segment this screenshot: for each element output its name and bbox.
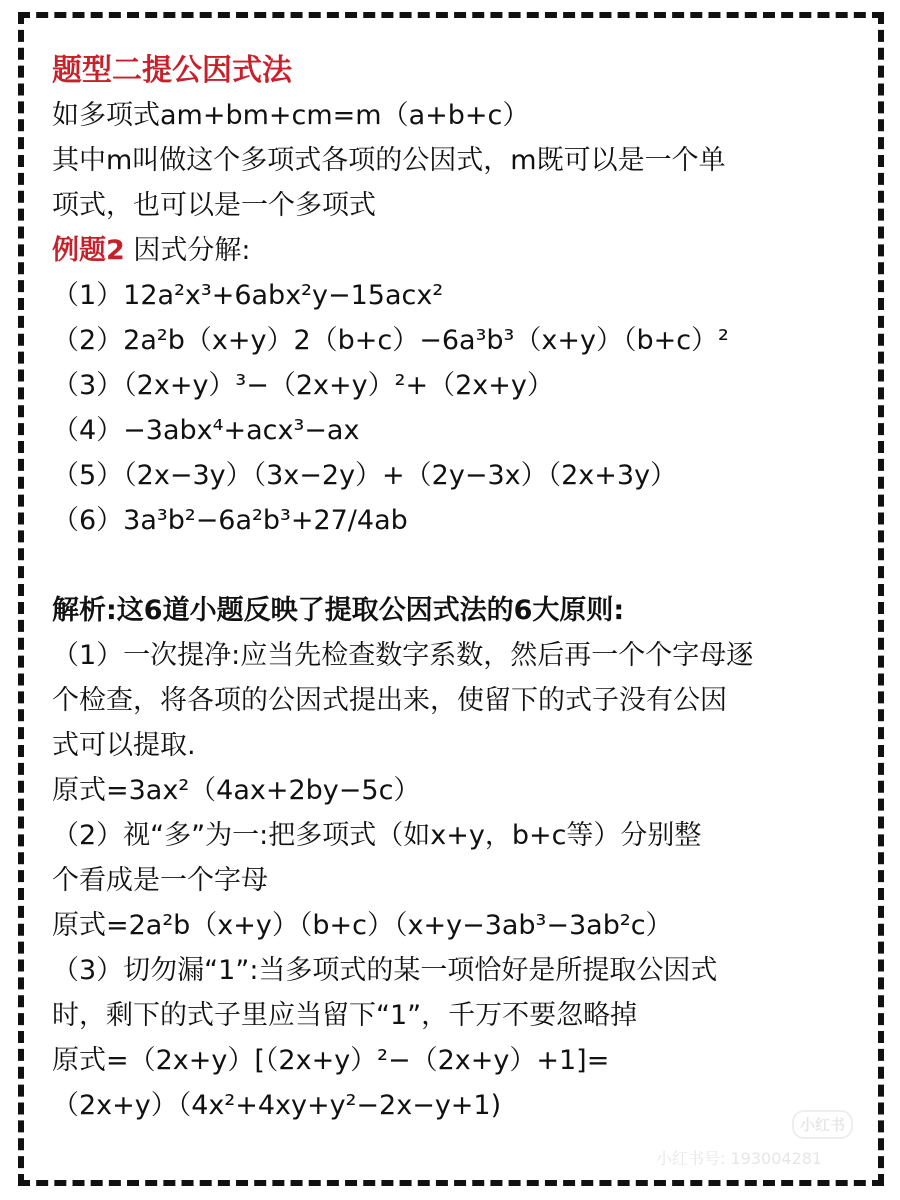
example-heading xyxy=(52,228,872,273)
solution-line: （2x+y）（4x²+4xy+y²−2x−y+1) xyxy=(52,1090,502,1121)
intro-line: 其中m叫做这个多项式各项的公因式，m既可以是一个单 xyxy=(52,145,726,176)
solution-line: （3）切勿漏“1”:当多项式的某一项恰好是所提取公因式 xyxy=(52,955,718,986)
problem-line: （1）12a²x³+6abx²y−15acx² xyxy=(52,280,444,311)
solution-line: 式可以提取. xyxy=(52,730,196,761)
solution-line: 原式=3ax²（4ax+2by−5c） xyxy=(52,775,421,806)
analysis-label: 解析 xyxy=(52,595,106,626)
intro-line: 项式，也可以是一个多项式 xyxy=(52,190,376,221)
problem-line: （5）（2x−3y）（3x−2y）+（2y−3x）（2x+3y） xyxy=(52,460,678,491)
document-body xyxy=(52,48,872,1128)
solution-line: 个看成是一个字母 xyxy=(52,865,268,896)
example-text: 因式分解: xyxy=(124,235,251,266)
solution-line: 原式=（2x+y）[（2x+y）²−（2x+y）+1]= xyxy=(52,1045,610,1076)
intro-line: 如多项式am+bm+cm=m（a+b+c） xyxy=(52,100,530,131)
spacer xyxy=(52,543,872,588)
watermark-id: 小红书号: 193004281 xyxy=(656,1149,823,1168)
problem-line: （2）2a²b（x+y）2（b+c）−6a³b³（x+y）（b+c）² xyxy=(52,325,729,356)
example-label: 例题2 xyxy=(52,235,125,266)
problem-line: （4）−3abx⁴+acx³−ax xyxy=(52,415,360,446)
problem-line: （3）（2x+y）³−（2x+y）²+（2x+y） xyxy=(52,370,554,401)
section-title: 题型二提公因式法 xyxy=(52,53,292,88)
solution-line: 个检查，将各项的公因式提出来，使留下的式子没有公因 xyxy=(52,685,727,716)
solution-line: 时，剩下的式子里应当留下“1”，千万不要忽略掉 xyxy=(52,1000,638,1031)
problem-line: （6）3a³b²−6a²b³+27/4ab xyxy=(52,505,408,536)
solution-line: （1）一次提净:应当先检查数字系数，然后再一个个字母逐 xyxy=(52,640,754,671)
analysis-text: :这6道小题反映了提取公因式法的6大原则: xyxy=(106,595,625,626)
solution-line: 原式=2a²b（x+y）（b+c）（x+y−3ab³−3ab²c） xyxy=(52,910,673,941)
watermark-logo: 小红书 xyxy=(792,1110,853,1139)
solution-line: （2）视“多”为一:把多项式（如x+y，b+c等）分别整 xyxy=(52,820,702,851)
analysis-heading xyxy=(52,588,872,633)
